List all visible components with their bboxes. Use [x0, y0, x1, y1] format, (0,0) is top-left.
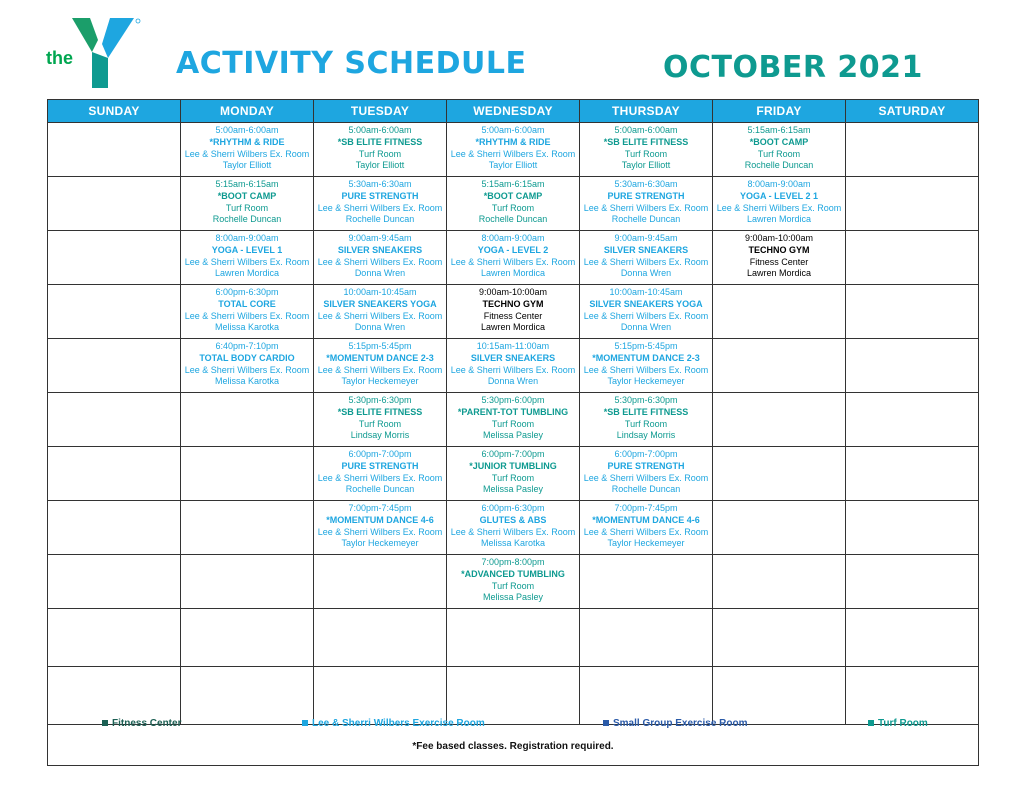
class-entry — [314, 285, 446, 334]
day-saturday: SATURDAY — [846, 100, 979, 123]
class-time: 5:30pm-6:30pm — [614, 395, 678, 405]
cell-wednesday — [447, 177, 580, 231]
cell-saturday — [846, 447, 979, 501]
cell-tuesday — [314, 447, 447, 501]
day-thursday: THURSDAY — [580, 100, 713, 123]
class-entry — [580, 177, 712, 226]
cell-wednesday — [447, 339, 580, 393]
legend-lee-swatch — [302, 720, 308, 726]
schedule-row — [48, 555, 979, 609]
legend-label: Lee & Sherri Wilbers Exercise Room — [312, 718, 485, 729]
class-instructor: Taylor Elliott — [222, 160, 272, 171]
class-instructor: Rochelle Duncan — [345, 484, 415, 495]
class-entry — [580, 501, 712, 550]
class-entry — [447, 501, 579, 550]
class-instructor: Donna Wren — [354, 268, 406, 279]
class-name: TOTAL BODY CARDIO — [199, 352, 295, 363]
class-room: Turf Room — [358, 418, 402, 429]
day-friday: FRIDAY — [713, 100, 846, 123]
class-name: *BOOT CAMP — [483, 190, 543, 201]
class-room: Fitness Center — [483, 310, 543, 321]
class-entry — [181, 339, 313, 388]
schedule-row — [48, 231, 979, 285]
cell-thursday — [580, 339, 713, 393]
cell-wednesday — [447, 231, 580, 285]
cell-friday — [713, 123, 846, 177]
class-time: 5:15pm-5:45pm — [348, 341, 412, 351]
cell-monday — [181, 501, 314, 555]
day-wednesday: WEDNESDAY — [447, 100, 580, 123]
class-name: *SB ELITE FITNESS — [337, 406, 423, 417]
class-room: Lee & Sherri Wilbers Ex. Room — [583, 472, 709, 483]
schedule-row — [48, 447, 979, 501]
cell-wednesday — [447, 447, 580, 501]
class-name: *JUNIOR TUMBLING — [469, 460, 557, 471]
class-time: 6:40pm-7:10pm — [215, 341, 279, 351]
class-time: 6:00pm-6:30pm — [481, 503, 545, 513]
cell-tuesday — [314, 285, 447, 339]
class-room: Lee & Sherri Wilbers Ex. Room — [184, 148, 310, 159]
cell-sunday — [48, 393, 181, 447]
class-instructor: Donna Wren — [620, 322, 672, 333]
class-name: *BOOT CAMP — [749, 136, 809, 147]
class-room: Turf Room — [491, 418, 535, 429]
class-name: *RHYTHM & RIDE — [209, 136, 285, 147]
cell-saturday — [846, 177, 979, 231]
cell-friday — [713, 447, 846, 501]
class-time: 10:00am-10:45am — [609, 287, 683, 297]
class-room: Lee & Sherri Wilbers Ex. Room — [583, 202, 709, 213]
cell-sunday — [48, 447, 181, 501]
class-instructor: Lawren Mordica — [480, 268, 546, 279]
class-entry — [447, 447, 579, 496]
class-name: PURE STRENGTH — [607, 460, 685, 471]
class-time: 6:00pm-7:00pm — [614, 449, 678, 459]
cell-thursday — [580, 555, 713, 609]
cell-sunday — [48, 177, 181, 231]
class-name: PURE STRENGTH — [607, 190, 685, 201]
class-name: TECHNO GYM — [482, 298, 544, 309]
cell-tuesday — [314, 339, 447, 393]
cell-friday — [713, 609, 846, 667]
class-entry — [314, 231, 446, 280]
class-room: Lee & Sherri Wilbers Ex. Room — [583, 364, 709, 375]
class-time: 8:00am-9:00am — [215, 233, 279, 243]
ymca-y-icon — [46, 18, 144, 90]
cell-wednesday — [447, 501, 580, 555]
schedule-row — [48, 177, 979, 231]
class-instructor: Lindsay Morris — [616, 430, 676, 441]
legend-turf-swatch — [868, 720, 874, 726]
class-room: Lee & Sherri Wilbers Ex. Room — [317, 310, 443, 321]
schedule-row — [48, 123, 979, 177]
class-time: 5:00am-6:00am — [348, 125, 412, 135]
legend-lee-room — [302, 718, 485, 729]
class-instructor: Melissa Pasley — [482, 592, 544, 603]
cell-monday — [181, 231, 314, 285]
class-instructor: Lawren Mordica — [746, 268, 812, 279]
class-name: YOGA - LEVEL 2 — [477, 244, 549, 255]
cell-thursday — [580, 501, 713, 555]
class-instructor: Rochelle Duncan — [478, 214, 548, 225]
cell-tuesday — [314, 609, 447, 667]
cell-monday — [181, 393, 314, 447]
schedule-row — [48, 339, 979, 393]
cell-tuesday — [314, 501, 447, 555]
class-entry — [314, 123, 446, 172]
class-instructor: Taylor Heckemeyer — [607, 376, 685, 387]
class-time: 7:00pm-7:45pm — [348, 503, 412, 513]
class-room: Lee & Sherri Wilbers Ex. Room — [317, 202, 443, 213]
class-instructor: Rochelle Duncan — [611, 484, 681, 495]
cell-friday — [713, 285, 846, 339]
cell-sunday — [48, 231, 181, 285]
cell-wednesday — [447, 393, 580, 447]
schedule-row — [48, 501, 979, 555]
class-time: 9:00am-10:00am — [744, 233, 814, 243]
cell-thursday — [580, 447, 713, 501]
class-instructor: Melissa Karotka — [214, 322, 280, 333]
class-entry — [580, 231, 712, 280]
cell-tuesday — [314, 555, 447, 609]
class-time: 5:15am-6:15am — [747, 125, 811, 135]
class-room: Lee & Sherri Wilbers Ex. Room — [450, 526, 576, 537]
class-time: 9:00am-9:45am — [348, 233, 412, 243]
class-name: TECHNO GYM — [748, 244, 810, 255]
class-name: *MOMENTUM DANCE 4-6 — [592, 514, 700, 525]
class-name: *PARENT-TOT TUMBLING — [457, 406, 569, 417]
footnote: *Fee based classes. Registration required. — [412, 741, 614, 752]
class-time: 5:30pm-6:30pm — [348, 395, 412, 405]
day-tuesday: TUESDAY — [314, 100, 447, 123]
class-room: Lee & Sherri Wilbers Ex. Room — [317, 364, 443, 375]
class-room: Turf Room — [624, 418, 668, 429]
cell-thursday — [580, 609, 713, 667]
class-room: Turf Room — [491, 580, 535, 591]
cell-monday — [181, 555, 314, 609]
class-instructor: Rochelle Duncan — [744, 160, 814, 171]
class-name: *BOOT CAMP — [217, 190, 277, 201]
class-time: 6:00pm-7:00pm — [348, 449, 412, 459]
class-instructor: Rochelle Duncan — [611, 214, 681, 225]
class-name: SILVER SNEAKERS — [470, 352, 556, 363]
class-time: 5:00am-6:00am — [481, 125, 545, 135]
cell-tuesday — [314, 123, 447, 177]
cell-saturday — [846, 393, 979, 447]
cell-friday — [713, 393, 846, 447]
day-sunday: SUNDAY — [48, 100, 181, 123]
logo-ymca-text: YMCA — [114, 57, 127, 77]
class-entry — [580, 339, 712, 388]
class-name: YOGA - LEVEL 1 — [211, 244, 283, 255]
class-entry — [314, 177, 446, 226]
cell-saturday — [846, 339, 979, 393]
class-room: Turf Room — [491, 472, 535, 483]
class-name: SILVER SNEAKERS — [337, 244, 423, 255]
class-time: 10:15am-11:00am — [476, 341, 550, 351]
day-monday: MONDAY — [181, 100, 314, 123]
schedule-row — [48, 609, 979, 667]
class-entry — [580, 285, 712, 334]
class-entry — [447, 123, 579, 172]
class-room: Turf Room — [624, 148, 668, 159]
class-entry — [580, 447, 712, 496]
class-time: 6:00pm-6:30pm — [215, 287, 279, 297]
class-name: *SB ELITE FITNESS — [603, 406, 689, 417]
class-time: 5:00am-6:00am — [614, 125, 678, 135]
class-room: Lee & Sherri Wilbers Ex. Room — [716, 202, 842, 213]
cell-saturday — [846, 555, 979, 609]
cell-wednesday — [447, 123, 580, 177]
class-entry — [181, 285, 313, 334]
legend-label: Small Group Exercise Room — [613, 718, 748, 729]
class-room: Lee & Sherri Wilbers Ex. Room — [450, 148, 576, 159]
class-instructor: Donna Wren — [354, 322, 406, 333]
class-room: Lee & Sherri Wilbers Ex. Room — [583, 526, 709, 537]
class-name: PURE STRENGTH — [341, 460, 419, 471]
cell-monday — [181, 447, 314, 501]
class-name: TOTAL CORE — [218, 298, 276, 309]
cell-tuesday — [314, 231, 447, 285]
class-entry — [447, 393, 579, 442]
class-room: Lee & Sherri Wilbers Ex. Room — [450, 256, 576, 267]
class-room: Turf Room — [491, 202, 535, 213]
class-name: SILVER SNEAKERS YOGA — [589, 298, 703, 309]
legend-footer — [47, 714, 979, 766]
class-room: Turf Room — [225, 202, 269, 213]
legend-fitness-center — [102, 718, 181, 729]
class-room: Turf Room — [757, 148, 801, 159]
class-instructor: Melissa Karotka — [480, 538, 546, 549]
class-instructor: Lawren Mordica — [214, 268, 280, 279]
class-entry — [181, 123, 313, 172]
class-name: *MOMENTUM DANCE 2-3 — [592, 352, 700, 363]
class-name: *SB ELITE FITNESS — [337, 136, 423, 147]
class-time: 9:00am-10:00am — [478, 287, 548, 297]
class-time: 5:15am-6:15am — [481, 179, 545, 189]
cell-monday — [181, 285, 314, 339]
class-entry — [580, 123, 712, 172]
class-name: *MOMENTUM DANCE 4-6 — [326, 514, 434, 525]
page-header — [0, 0, 1024, 100]
page-title: ACTIVITY SCHEDULE — [176, 46, 527, 81]
cell-thursday — [580, 123, 713, 177]
class-entry — [181, 177, 313, 226]
cell-sunday — [48, 123, 181, 177]
day-header-row — [48, 100, 979, 123]
legend-small-group — [603, 718, 748, 729]
class-name: *SB ELITE FITNESS — [603, 136, 689, 147]
cell-thursday — [580, 285, 713, 339]
class-time: 5:30am-6:30am — [348, 179, 412, 189]
class-room: Lee & Sherri Wilbers Ex. Room — [317, 256, 443, 267]
cell-tuesday — [314, 393, 447, 447]
class-time: 5:30pm-6:00pm — [481, 395, 545, 405]
class-instructor: Taylor Elliott — [621, 160, 671, 171]
cell-monday — [181, 123, 314, 177]
class-room: Fitness Center — [749, 256, 809, 267]
cell-monday — [181, 609, 314, 667]
class-instructor: Melissa Pasley — [482, 430, 544, 441]
class-instructor: Taylor Heckemeyer — [341, 538, 419, 549]
cell-thursday — [580, 231, 713, 285]
class-room: Lee & Sherri Wilbers Ex. Room — [450, 364, 576, 375]
class-time: 6:00pm-7:00pm — [481, 449, 545, 459]
class-entry — [713, 123, 845, 172]
class-room: Lee & Sherri Wilbers Ex. Room — [583, 310, 709, 321]
legend-fitness-swatch — [102, 720, 108, 726]
class-instructor: Lawren Mordica — [746, 214, 812, 225]
ymca-logo — [46, 18, 144, 90]
class-entry — [447, 339, 579, 388]
class-instructor: Taylor Elliott — [488, 160, 538, 171]
class-time: 9:00am-9:45am — [614, 233, 678, 243]
cell-monday — [181, 339, 314, 393]
cell-wednesday — [447, 285, 580, 339]
class-entry — [713, 177, 845, 226]
class-room: Lee & Sherri Wilbers Ex. Room — [317, 526, 443, 537]
cell-saturday — [846, 501, 979, 555]
schedule-row — [48, 393, 979, 447]
cell-friday — [713, 231, 846, 285]
class-instructor: Donna Wren — [487, 376, 539, 387]
legend-small-swatch — [603, 720, 609, 726]
cell-monday — [181, 177, 314, 231]
class-name: *ADVANCED TUMBLING — [461, 568, 565, 579]
cell-wednesday — [447, 609, 580, 667]
cell-tuesday — [314, 177, 447, 231]
class-time: 8:00am-9:00am — [747, 179, 811, 189]
logo-the-text: the — [46, 48, 73, 68]
cell-friday — [713, 555, 846, 609]
class-instructor: Melissa Pasley — [482, 484, 544, 495]
class-room: Turf Room — [358, 148, 402, 159]
cell-saturday — [846, 285, 979, 339]
class-name: SILVER SNEAKERS — [603, 244, 689, 255]
schedule-row — [48, 285, 979, 339]
class-entry — [447, 555, 579, 604]
cell-friday — [713, 501, 846, 555]
class-instructor: Taylor Heckemeyer — [341, 376, 419, 387]
class-entry — [181, 231, 313, 280]
schedule-month: OCTOBER 2021 — [663, 50, 923, 85]
class-time: 7:00pm-7:45pm — [614, 503, 678, 513]
class-name: GLUTES & ABS — [479, 514, 547, 525]
class-name: *MOMENTUM DANCE 2-3 — [326, 352, 434, 363]
class-instructor: Rochelle Duncan — [345, 214, 415, 225]
class-instructor: Lawren Mordica — [480, 322, 546, 333]
class-name: *RHYTHM & RIDE — [475, 136, 551, 147]
cell-sunday — [48, 501, 181, 555]
schedule-table — [47, 99, 979, 725]
class-instructor: Melissa Karotka — [214, 376, 280, 387]
legend-label: Turf Room — [878, 718, 928, 729]
class-time: 5:00am-6:00am — [215, 125, 279, 135]
class-time: 5:15am-6:15am — [215, 179, 279, 189]
cell-sunday — [48, 609, 181, 667]
class-room: Lee & Sherri Wilbers Ex. Room — [184, 256, 310, 267]
cell-thursday — [580, 393, 713, 447]
cell-thursday — [580, 177, 713, 231]
class-entry — [580, 393, 712, 442]
class-room: Lee & Sherri Wilbers Ex. Room — [583, 256, 709, 267]
cell-sunday — [48, 285, 181, 339]
class-entry — [713, 231, 845, 280]
class-entry — [447, 285, 579, 334]
cell-saturday — [846, 123, 979, 177]
class-entry — [447, 177, 579, 226]
cell-friday — [713, 339, 846, 393]
class-instructor: Lindsay Morris — [350, 430, 410, 441]
legend-label: Fitness Center — [112, 718, 182, 729]
class-room: Lee & Sherri Wilbers Ex. Room — [184, 310, 310, 321]
class-instructor: Rochelle Duncan — [212, 214, 282, 225]
class-instructor: Donna Wren — [620, 268, 672, 279]
class-name: YOGA - LEVEL 2 1 — [739, 190, 819, 201]
legend-turf-room — [868, 718, 928, 729]
class-room: Lee & Sherri Wilbers Ex. Room — [184, 364, 310, 375]
class-entry — [314, 501, 446, 550]
class-entry — [447, 231, 579, 280]
class-entry — [314, 393, 446, 442]
class-instructor: Taylor Heckemeyer — [607, 538, 685, 549]
class-time: 5:15pm-5:45pm — [614, 341, 678, 351]
cell-wednesday — [447, 555, 580, 609]
cell-sunday — [48, 339, 181, 393]
class-room: Lee & Sherri Wilbers Ex. Room — [317, 472, 443, 483]
class-time: 8:00am-9:00am — [481, 233, 545, 243]
class-name: SILVER SNEAKERS YOGA — [323, 298, 437, 309]
cell-saturday — [846, 609, 979, 667]
class-time: 7:00pm-8:00pm — [481, 557, 545, 567]
class-instructor: Taylor Elliott — [355, 160, 405, 171]
class-name: PURE STRENGTH — [341, 190, 419, 201]
cell-saturday — [846, 231, 979, 285]
class-time: 10:00am-10:45am — [343, 287, 417, 297]
cell-sunday — [48, 555, 181, 609]
class-entry — [314, 339, 446, 388]
class-time: 5:30am-6:30am — [614, 179, 678, 189]
class-entry — [314, 447, 446, 496]
cell-friday — [713, 177, 846, 231]
